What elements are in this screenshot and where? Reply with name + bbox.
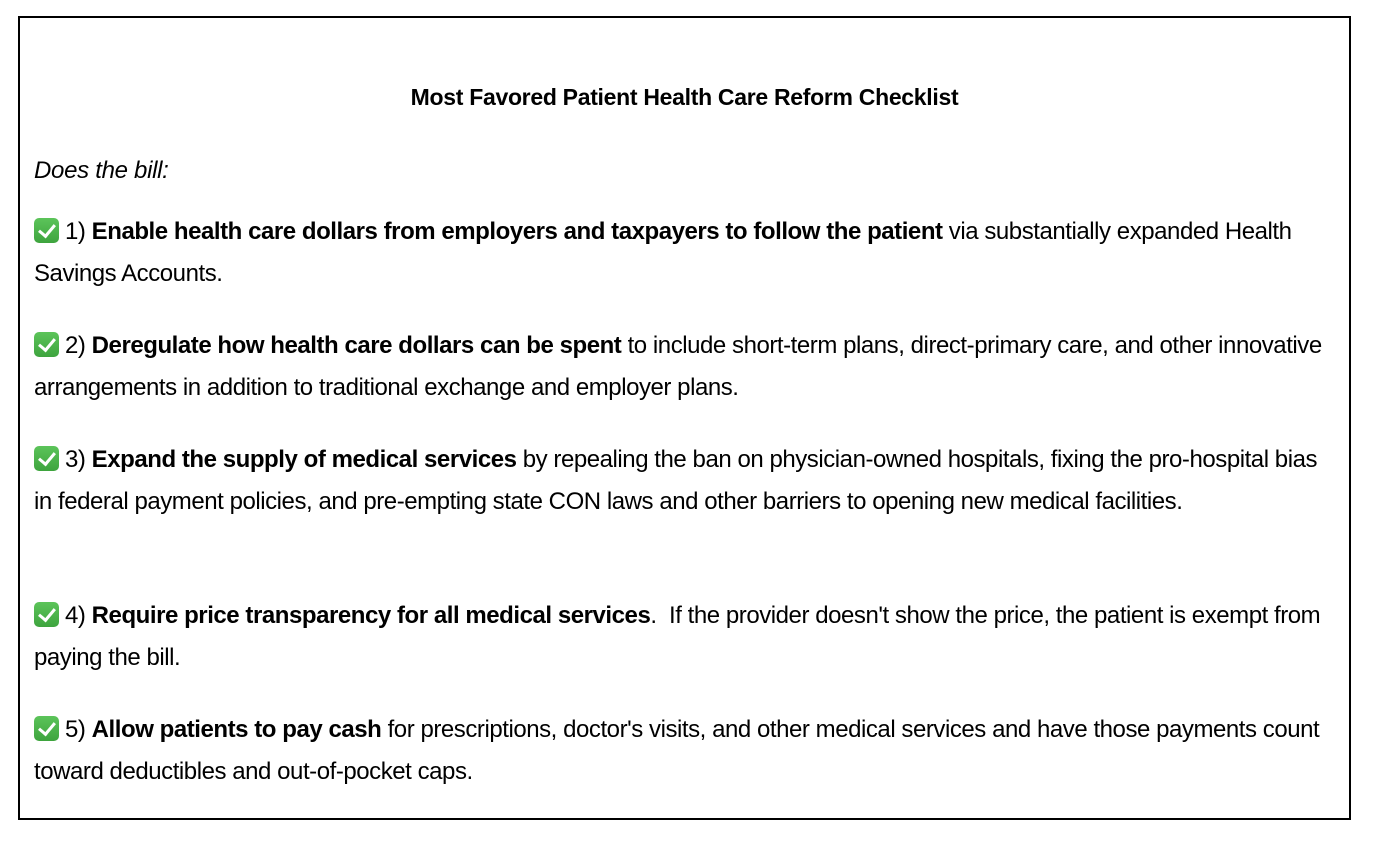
item-description: . If the provider doesn't show the price, the patient is exempt from paying the bill. [34, 602, 1327, 671]
item-description: by repealing the ban on physician-owned hospitals, fixing the pro-hospital bias in federal payment policies, and pre-empting state CON laws and other barriers to opening new medical facilities. [34, 446, 1318, 515]
item-number: 3) [65, 446, 86, 473]
intro-question: Does the bill: [34, 157, 169, 184]
item-description: via substantially expanded Health Savings Accounts. [34, 218, 1292, 287]
item-heading: Allow patients to pay cash [91, 716, 382, 743]
item-heading: Deregulate how health care dollars can be spent [91, 332, 622, 359]
check-mark-icon [34, 218, 59, 243]
item-number: 5) [65, 716, 86, 743]
checklist-item [34, 211, 1334, 294]
checklist-item [34, 709, 1334, 792]
check-mark-icon [34, 446, 59, 471]
checklist-item [34, 325, 1334, 408]
check-mark-icon [34, 602, 59, 627]
check-mark-icon [34, 332, 59, 357]
check-mark-icon [34, 716, 59, 741]
item-description: to include short-term plans, direct-primary care, and other innovative arrangements in addition to traditional exchange and employer plans. [34, 332, 1322, 401]
checklist-item [34, 595, 1334, 678]
item-number: 4) [65, 602, 86, 629]
item-heading: Require price transparency for all medical services [91, 602, 651, 629]
document-title: Most Favored Patient Health Care Reform Checklist [410, 84, 959, 110]
item-heading: Enable health care dollars from employers and taxpayers to follow the patient [91, 218, 943, 245]
item-description: for prescriptions, doctor's visits, and other medical services and have those payments count toward deductibles and out-of-pocket caps. [34, 716, 1320, 785]
item-number: 2) [65, 332, 86, 359]
checklist-document [18, 16, 1351, 820]
checklist-item [34, 439, 1334, 522]
item-number: 1) [65, 218, 86, 245]
item-heading: Expand the supply of medical services [91, 446, 517, 473]
